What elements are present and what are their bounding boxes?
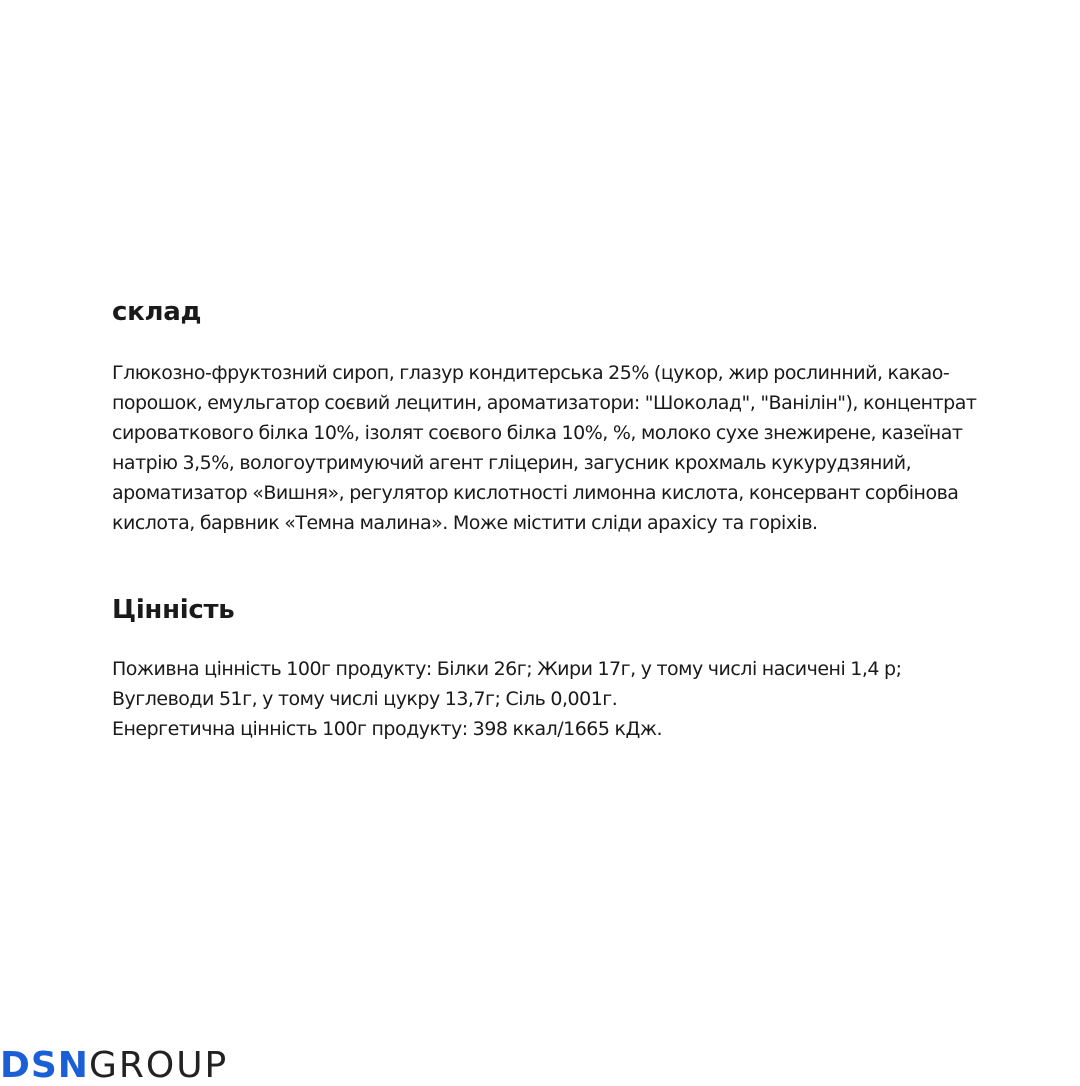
composition-text: Глюкозно-фруктозний сироп, глазур кондитерська 25% (цукор, жир рослинний, какао-порошок, емульгатор соєвий лецитин, ароматизатори: "Шоколад", "Ванілін"), концентрат сироваткового білка 10%, ізолят соєвого білка 10%, %, молоко сухе знежирене, казеїнат натрію 3,5%, вологоутримуючий агент гліцерин, загусник крохмаль кукурудзяний, ароматизатор «Вишня», регулятор кислотності лимонна кислота, консервант сорбінова кислота, барвник «Темна малина». Може містити сліди арахісу та горіхів.: [112, 362, 977, 534]
logo-dsn: DSN: [0, 1045, 89, 1086]
product-info: [112, 292, 992, 744]
nutrition-line-energy: Енергетична цінність 100г продукту: 398 ккал/1665 кДж.: [112, 718, 663, 740]
nutrition-text: [112, 654, 992, 744]
logo-group: GROUP: [88, 1045, 229, 1086]
brand-logo: [0, 1046, 228, 1086]
nutrition-line-nutrients: Поживна цінність 100г продукту: Білки 26г; Жири 17г, у тому числі насичені 1,4 р;: [112, 658, 902, 680]
composition-heading: склад: [112, 297, 202, 327]
nutrition-line-carbs: Вуглеводи 51г, у тому числі цукру 13,7г; Сіль 0,001г.: [112, 688, 618, 710]
nutrition-heading: Цінність: [112, 595, 235, 625]
